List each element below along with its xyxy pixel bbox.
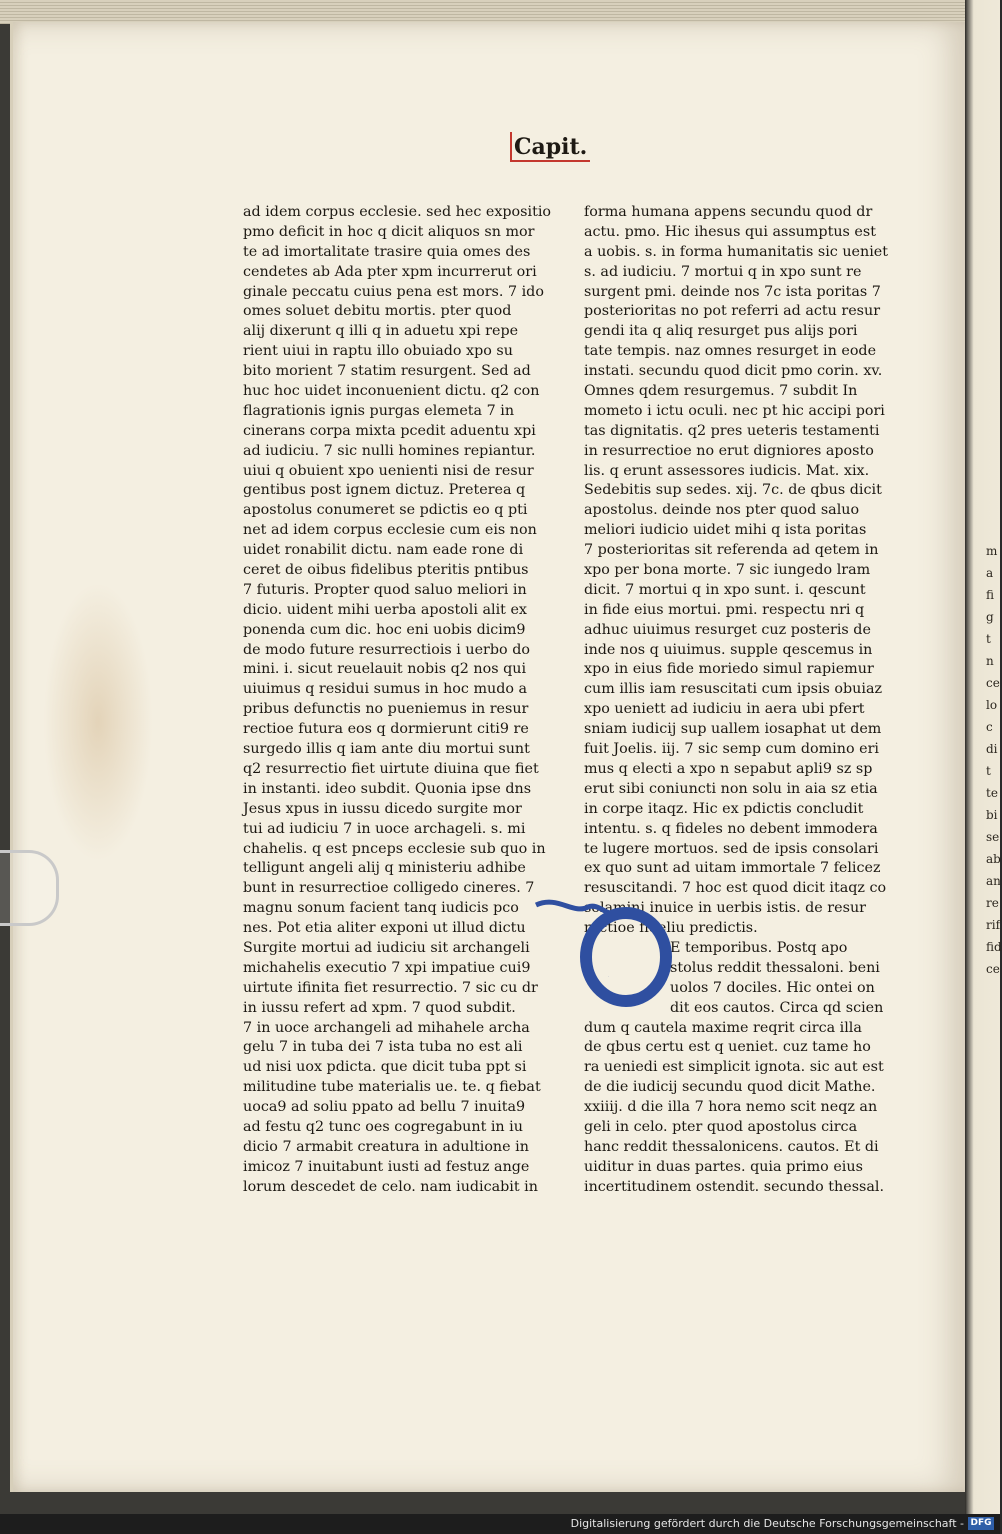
text-line: sniam iudicij sup uallem iosaphat ut dem	[584, 721, 882, 738]
text-line: hanc reddit thessalonicens. cautos. Et di	[584, 1138, 879, 1155]
text-line: tas dignitatis. q2 pres ueteris testamenti	[584, 422, 880, 439]
text-line: s. ad iudiciu. 7 mortui q in xpo sunt re	[584, 263, 862, 280]
text-line: E temporibus. Postq apo	[670, 939, 848, 956]
text-line: q2 resurrectio fiet uirtute diuina que fiet	[243, 760, 539, 777]
text-line: de modo future resurrectiois i uerbo do	[243, 641, 530, 658]
text-line: Surgite mortui ad iudiciu sit archangeli	[243, 939, 530, 956]
text-line: 7 posterioritas sit referenda ad qetem in	[584, 542, 879, 559]
text-line: uiuimus q residui sumus in hoc mudo a	[243, 681, 528, 698]
text-line: cendetes ab Ada pter xpm incurrerut ori	[243, 263, 537, 280]
text-line: xpo ueniett ad iudiciu in aera ubi pfert	[584, 701, 865, 718]
decorated-initial	[528, 895, 678, 1005]
text-line: Jesus xpus in iussu dicedo surgite mor	[243, 800, 522, 817]
text-line: dicit. 7 mortui q in xpo sunt. i. qescunt	[584, 581, 866, 598]
text-line: mini. i. sicut reuelauit nobis q2 nos qui	[243, 661, 527, 678]
text-line: gelu 7 in tuba dei 7 ista tuba no est ali	[243, 1039, 523, 1056]
text-line: erut sibi coniuncti non solu in aia sz etia	[584, 780, 878, 797]
text-line: huc hoc uidet inconuenient dictu. q2 con	[243, 383, 540, 400]
text-line: rient uiui in raptu illo obuiado xpo su	[243, 343, 513, 360]
right-text-column	[584, 203, 889, 1198]
text-line: cinerans corpa mixta pcedit aduentu xpi	[243, 422, 536, 439]
initial-letter-text: D	[608, 977, 609, 978]
text-line: ginale peccatu cuius pena est mors. 7 ido	[243, 283, 544, 300]
text-line: Sedebitis sup sedes. xij. 7c. de qbus dicit	[584, 482, 882, 499]
text-line: ud nisi uox pdicta. que dicit tuba ppt si	[243, 1059, 527, 1076]
text-line: tui ad iudiciu 7 in uoce archageli. s. mi	[243, 820, 526, 837]
text-line: tate tempis. naz omnes resurget in eode	[584, 343, 877, 360]
text-line: imicoz 7 inuitabunt iusti ad festuz ange	[243, 1158, 530, 1175]
text-line: flagrationis ignis purgas elemeta 7 in	[243, 402, 515, 419]
text-line: in fide eius mortui. pmi. respectu nri q	[584, 601, 865, 618]
text-line: bunt in resurrectioe colligedo cineres. 7	[243, 880, 535, 897]
text-line: mus q electi a xpo n sepabut apli9 sz sp	[584, 760, 873, 777]
left-text-column	[243, 203, 551, 1198]
text-line: te ad imortalitate trasire quia omes des	[243, 243, 531, 260]
text-line: dicio 7 armabit creatura in adultione in	[243, 1138, 529, 1155]
text-line: ad idem corpus ecclesie. sed hec expositio	[243, 204, 551, 220]
text-line: forma humana appens secundu quod dr	[584, 204, 873, 220]
dfg-logo: DFG	[968, 1517, 994, 1530]
text-line: ad iudiciu. 7 sic nulli homines repiantur.	[243, 442, 536, 459]
water-stain	[43, 582, 153, 862]
text-line: apostolus conumeret se pdictis eo q pti	[243, 502, 528, 519]
text-line: in instanti. ideo subdit. Quonia ipse dns	[243, 780, 532, 797]
text-line: xxiiij. d die illa 7 hora nemo scit neqz an	[584, 1099, 878, 1116]
text-line: apostolus. deinde nos pter quod saluo	[584, 502, 860, 519]
text-line: telligunt angeli alij q ministeriu adhibe	[243, 860, 526, 877]
text-line: fuit Joelis. iij. 7 sic semp cum domino eri	[584, 741, 879, 758]
text-line: Omnes qdem resurgemus. 7 subdit In	[584, 383, 858, 400]
text-line: posterioritas no pot referri ad actu resur	[584, 303, 881, 320]
text-line: in corpe itaqz. Hic ex pdictis concludit	[584, 800, 864, 817]
text-line: stolus reddit thessaloni. beni	[670, 959, 880, 976]
text-line: adhuc uiuimus resurget cuz posteris de	[584, 621, 871, 638]
text-line: nes. Pot etia aliter exponi ut illud dictu	[243, 920, 526, 937]
text-line: magnu sonum facient tanq iudicis pco	[243, 900, 519, 917]
text-line: intentu. s. q fideles no debent immodera	[584, 820, 878, 837]
text-line: uoca9 ad soliu ppato ad bellu 7 inuita9	[243, 1099, 526, 1116]
text-line: dicio. uident mihi uerba apostoli alit ex	[243, 601, 527, 618]
text-line: gentibus post ignem dictuz. Preterea q	[243, 482, 526, 499]
rubric-mark	[510, 132, 590, 162]
initial-bowl	[586, 913, 666, 1001]
text-line: instati. secundu quod dicit pmo corin. xv.	[584, 363, 883, 380]
text-line: pmo deficit in hoc q dicit aliquos sn mor	[243, 223, 535, 240]
text-line: bito morient 7 statim resurgent. Sed ad	[243, 363, 531, 380]
text-line: uidet ronabilit dictu. nam eade rone di	[243, 542, 524, 559]
text-line: xpo in eius fide moriedo simul rapiemur	[584, 661, 874, 678]
text-line: net ad idem corpus ecclesie cum eis non	[243, 522, 537, 539]
page-stack-edge	[0, 0, 965, 24]
text-line: alij dixerunt q illi q in aduetu xpi repe	[243, 323, 519, 340]
text-line: ceret de oibus fidelibus pteritis pntibus	[243, 562, 529, 579]
text-line: mometo i ictu oculi. nec pt hic accipi pori	[584, 402, 885, 419]
text-line: rectioe futura eos q dormierunt citi9 re	[243, 721, 529, 738]
text-line: in resurrectioe no erut digniores aposto	[584, 442, 874, 459]
page-clip	[0, 850, 59, 926]
text-line: a uobis. s. in forma humanitatis sic ueniet	[584, 243, 889, 260]
text-line: de die iudicij secundu quod dicit Mathe.	[584, 1079, 876, 1096]
text-line: resuscitandi. 7 hoc est quod dicit itaqz co	[584, 880, 887, 897]
text-line: rectioe fideliu predictis.	[584, 920, 758, 937]
text-line: xpo per bona morte. 7 sic iungedo lram	[584, 562, 871, 579]
initial-flourish	[536, 902, 614, 913]
text-line: te lugere mortuos. sed de ipsis consolari	[584, 840, 879, 857]
text-line: ad festu q2 tunc oes cogregabunt in iu	[243, 1118, 523, 1135]
text-line: meliori iudicio uidet mihi q ista poritas	[584, 522, 867, 539]
text-line: militudine tube materialis ue. te. q fiebat	[243, 1079, 541, 1096]
text-line: lorum descedet de celo. nam iudicabit in	[243, 1178, 538, 1195]
text-line: uolos 7 dociles. Hic ontei on	[670, 979, 875, 996]
text-line: cum illis iam resuscitati cum ipsis obuiaz	[584, 681, 883, 698]
text-line: ra ueniedi est simplicit ignota. sic aut est	[584, 1059, 884, 1076]
text-line: solamini inuice in uerbis istis. de resur	[584, 900, 866, 917]
text-line: 7 in uoce archangeli ad mihahele archa	[243, 1019, 530, 1036]
text-line: geli in celo. pter quod apostolus circa	[584, 1118, 858, 1135]
text-line: michahelis executio 7 xpi impatiue cui9	[243, 959, 531, 976]
text-line: inde nos q uiuimus. supple qescemus in	[584, 641, 873, 658]
chapter-heading-text: Capit.	[514, 134, 588, 160]
text-line: incertitudinem ostendit. secundo thessal.	[584, 1178, 885, 1195]
text-line: ex quo sunt ad uitam immortale 7 felicez	[584, 860, 881, 877]
next-page-margin-text: m a fi g t n ce lo c di t te bi se ab an re rif fid ce	[986, 544, 1002, 976]
text-line: chahelis. q est pnceps ecclesie sub quo in	[243, 840, 546, 857]
footer-credit: Digitalisierung gefördert durch die Deutsche Forschungsgemeinschaft -	[570, 1517, 964, 1530]
text-line: pribus defunctis no pueniemus in resur	[243, 701, 529, 718]
text-line: ponenda cum dic. hoc eni uobis dicim9	[243, 621, 526, 638]
chapter-heading	[514, 134, 587, 160]
text-line: surgent pmi. deinde nos 7c ista poritas 7	[584, 283, 881, 300]
text-line: 7 futuris. Propter quod saluo meliori in	[243, 581, 527, 598]
text-line: actu. pmo. Hic ihesus qui assumptus est	[584, 223, 876, 240]
text-line: uirtute ifinita fiet resurrectio. 7 sic cu dr	[243, 979, 538, 996]
text-line: omes soluet debitu mortis. pter quod	[243, 303, 512, 320]
text-line: dit eos cautos. Circa qd scien	[670, 999, 884, 1016]
text-line: surgedo illis q iam ante diu mortui sunt	[243, 741, 530, 758]
text-line: gendi ita q aliq resurget pus alijs pori	[584, 323, 858, 340]
text-line: in iussu refert ad xpm. 7 quod subdit.	[243, 999, 516, 1016]
text-line: lis. q erunt assessores iudicis. Mat. xix.	[584, 462, 870, 479]
text-line: uiui q obuient xpo uenienti nisi de resur	[243, 462, 534, 479]
text-line: uiditur in duas partes. quia primo eius	[584, 1158, 863, 1175]
text-line: de qbus certu est q ueniet. cuz tame ho	[584, 1039, 871, 1056]
text-line: dum q cautela maxime reqrit circa illa	[584, 1019, 862, 1036]
